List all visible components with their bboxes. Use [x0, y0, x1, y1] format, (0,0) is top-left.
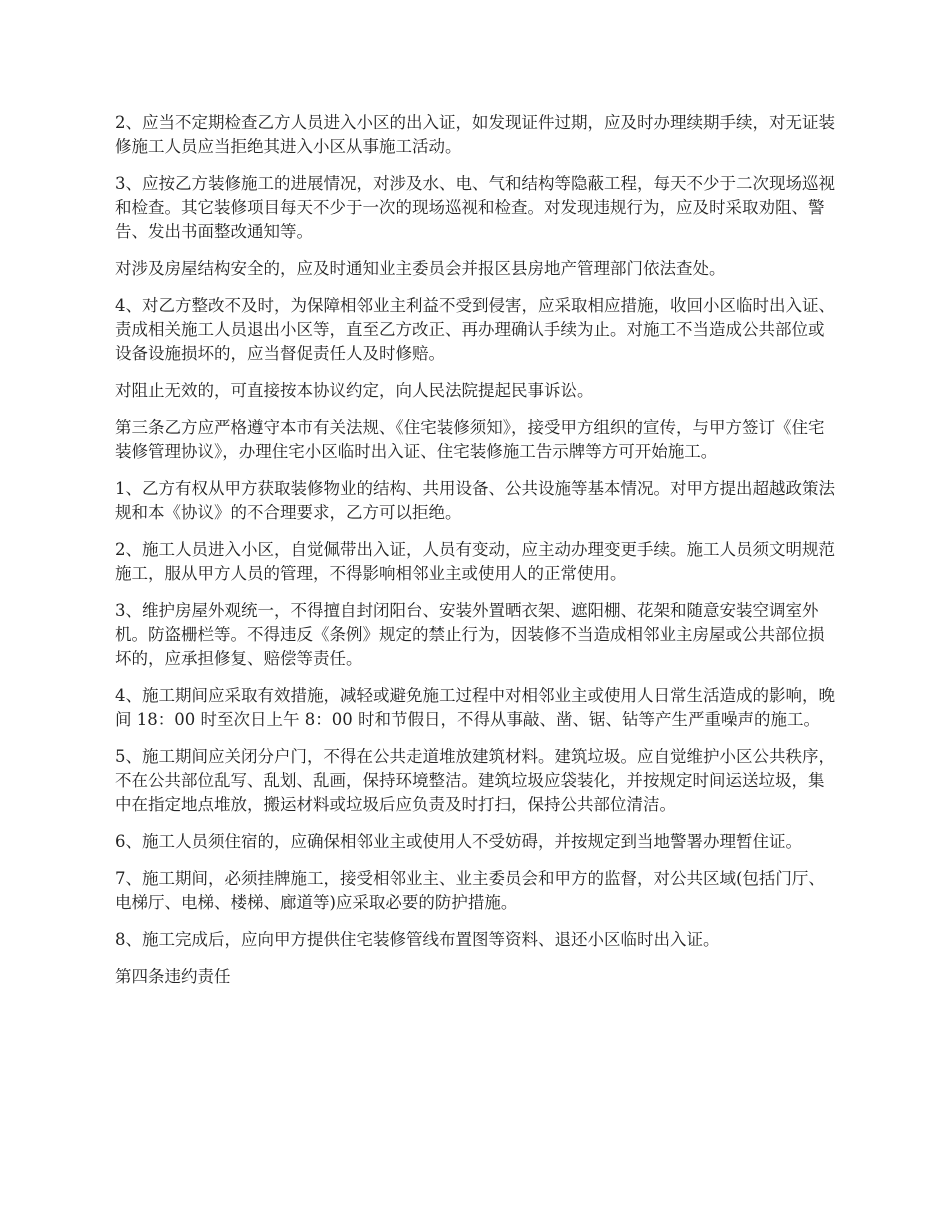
paragraph: 7、施工期间，必须挂牌施工，接受相邻业主、业主委员会和甲方的监督，对公共区域(包括门厅、电梯厅、电梯、楼梯、廊道等)应采取必要的防护措施。	[115, 869, 825, 912]
paragraph: 对阻止无效的，可直接按本协议约定，向人民法院提起民事诉讼。	[115, 381, 594, 400]
document-body	[115, 111, 840, 1002]
paragraph: 第三条乙方应严格遵守本市有关法规、《住宅装修须知》，接受甲方组织的宣传，与甲方签订《住宅装修管理协议》，办理住宅小区临时出入证、住宅装修施工告示牌等方可开始施工。	[115, 418, 825, 461]
paragraph: 4、施工期间应采取有效措施，减轻或避免施工过程中对相邻业主或使用人日常生活造成的影响，晚间 18：00 时至次日上午 8：00 时和节假日，不得从事敲、凿、锯、钻等产生严重噪声的施工。	[115, 686, 835, 729]
paragraph: 对涉及房屋结构安全的，应及时通知业主委员会并报区县房地产管理部门依法查处。	[115, 259, 726, 278]
paragraph: 5、施工期间应关闭分户门，不得在公共走道堆放建筑材料。建筑垃圾。应自觉维护小区公共秩序，不在公共部位乱写、乱划、乱画，保持环境整洁。建筑垃圾应袋装化，并按规定时间运送垃圾，集中在指定地点堆放，搬运材料或垃圾后应负责及时打扫，保持公共部位清洁。	[115, 747, 835, 814]
paragraph: 2、施工人员进入小区，自觉佩带出入证，人员有变动，应主动办理变更手续。施工人员须文明规范施工，服从甲方人员的管理，不得影响相邻业主或使用人的正常使用。	[115, 540, 835, 583]
paragraph: 8、施工完成后，应向甲方提供住宅装修管线布置图等资料、退还小区临时出入证。	[115, 930, 720, 949]
paragraph: 6、施工人员须住宿的，应确保相邻业主或使用人不受妨碍，并按规定到当地警署办理暂住证。	[115, 832, 802, 851]
paragraph: 3、应按乙方装修施工的进展情况，对涉及水、电、气和结构等隐蔽工程，每天不少于二次现场巡视和检查。其它装修项目每天不少于一次的现场巡视和检查。对发现违规行为，应及时采取劝阻、警告、发出书面整改通知等。	[115, 174, 835, 241]
paragraph: 1、乙方有权从甲方获取装修物业的结构、共用设备、公共设施等基本情况。对甲方提出超越政策法规和本《协议》的不合理要求，乙方可以拒绝。	[115, 479, 835, 522]
paragraph: 4、对乙方整改不及时，为保障相邻业主利益不受到侵害，应采取相应措施，收回小区临时出入证、责成相关施工人员退出小区等，直至乙方改正、再办理确认手续为止。对施工不当造成公共部位或设备设施损坏的，应当督促责任人及时修赔。	[115, 296, 835, 363]
paragraph: 3、维护房屋外观统一，不得擅自封闭阳台、安装外置晒衣架、遮阳棚、花架和随意安装空调室外机。防盗栅栏等。不得违反《条例》规定的禁止行为，因装修不当造成相邻业主房屋或公共部位损坏的，应承担修复、赔偿等责任。	[115, 601, 825, 668]
paragraph: 2、应当不定期检查乙方人员进入小区的出入证，如发现证件过期，应及时办理续期手续，对无证装修施工人员应当拒绝其进入小区从事施工活动。	[115, 113, 835, 156]
section-heading: 第四条违约责任	[115, 967, 231, 986]
